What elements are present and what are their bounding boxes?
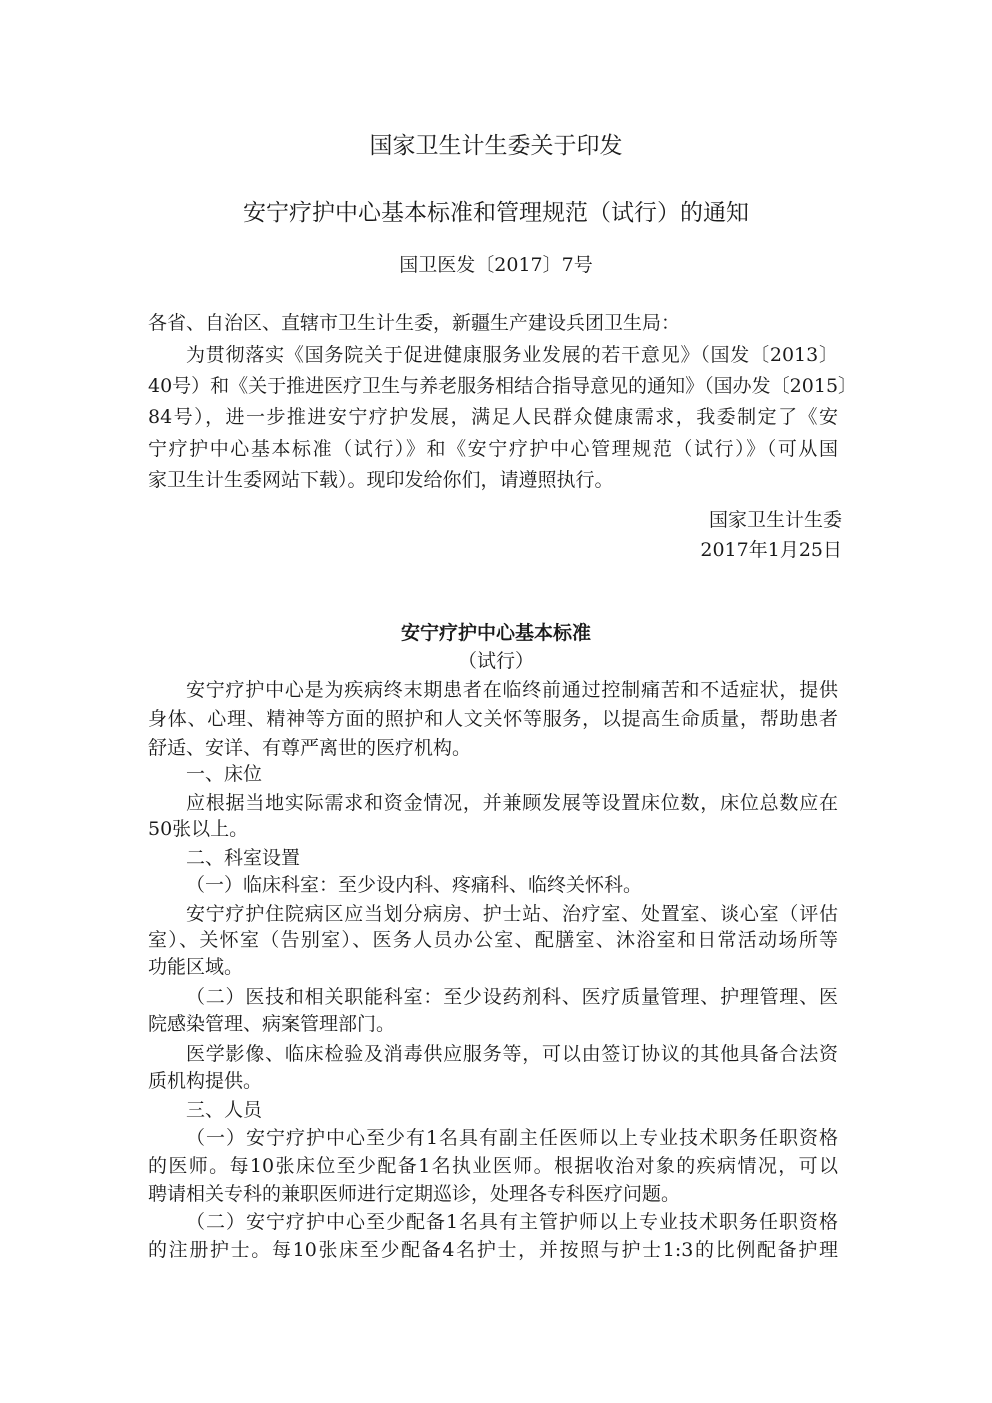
standard-title: 安宁疗护中心基本标准 — [400, 622, 591, 644]
tech-departments-line: 院感染管理、病案管理部门。 — [148, 1013, 396, 1035]
notice-body-line: 84号），进一步推进安宁疗护发展，满足人民群众健康需求，我委制定了《安 — [148, 406, 838, 428]
clinical-departments: （一）临床科室：至少设内科、疼痛科、临终关怀科。 — [186, 874, 643, 896]
intro-line: 身体、心理、精神等方面的照护和人文关怀等服务，以提高生命质量，帮助患者 — [148, 708, 838, 730]
physician-line: （一）安宁疗护中心至少有1名具有副主任医师以上专业技术职务任职资格 — [186, 1127, 838, 1149]
notice-body-line: 家卫生计生委网站下载）。现印发给你们，请遵照执行。 — [148, 469, 614, 491]
ward-line: 安宁疗护住院病区应当划分病房、护士站、治疗室、处置室、谈心室（评估 — [186, 903, 838, 925]
nurse-line: 的注册护士。每10张床至少配备4名护士，并按照与护士1:3的比例配备护理 — [148, 1239, 838, 1261]
notice-body-line: 为贯彻落实《国务院关于促进健康服务业发展的若干意见》（国发〔2013〕 — [186, 344, 838, 366]
physician-line: 聘请相关专科的兼职医师进行定期巡诊，处理各专科医疗问题。 — [148, 1183, 681, 1205]
doc-number: 国卫医发〔2017〕7号 — [399, 254, 593, 276]
beds-line: 应根据当地实际需求和资金情况，并兼顾发展等设置床位数，床位总数应在 — [186, 792, 838, 814]
section-heading-staff: 三、人员 — [186, 1099, 263, 1121]
notice-body-line: 40号）和《关于推进医疗卫生与养老服务相结合指导意见的通知》（国办发〔2015〕 — [148, 375, 858, 397]
nurse-line: （二）安宁疗护中心至少配备1名具有主管护师以上专业技术职务任职资格 — [186, 1211, 838, 1233]
beds-line: 50张以上。 — [148, 818, 249, 840]
notice-date: 2017年1月25日 — [700, 539, 842, 561]
tech-departments-line: （二）医技和相关职能科室：至少设药剂科、医疗质量管理、护理管理、医 — [186, 986, 838, 1008]
signer: 国家卫生计生委 — [708, 509, 842, 531]
outsourcing-line: 质机构提供。 — [148, 1070, 263, 1092]
intro-line: 舒适、安详、有尊严离世的医疗机构。 — [148, 737, 472, 759]
section-heading-departments: 二、科室设置 — [186, 847, 301, 869]
outsourcing-line: 医学影像、临床检验及消毒供应服务等，可以由签订协议的其他具备合法资 — [186, 1043, 838, 1065]
intro-line: 安宁疗护中心是为疾病终末期患者在临终前通过控制痛苦和不适症状，提供 — [186, 679, 838, 701]
notice-title-line2: 安宁疗护中心基本标准和管理规范（试行）的通知 — [243, 200, 749, 226]
section-heading-beds: 一、床位 — [186, 763, 263, 785]
addressee: 各省、自治区、直辖市卫生计生委，新疆生产建设兵团卫生局： — [148, 312, 681, 334]
ward-line: 室）、关怀室（告别室）、医务人员办公室、配膳室、沐浴室和日常活动场所等 — [148, 929, 838, 951]
standard-subtitle: （试行） — [457, 650, 534, 672]
physician-line: 的医师。每10张床位至少配备1名执业医师。根据收治对象的疾病情况，可以 — [148, 1155, 838, 1177]
notice-title-line1: 国家卫生计生委关于印发 — [369, 133, 623, 159]
notice-body-line: 宁疗护中心基本标准（试行）》和《安宁疗护中心管理规范（试行）》（可从国 — [148, 438, 838, 460]
ward-line: 功能区域。 — [148, 956, 244, 978]
